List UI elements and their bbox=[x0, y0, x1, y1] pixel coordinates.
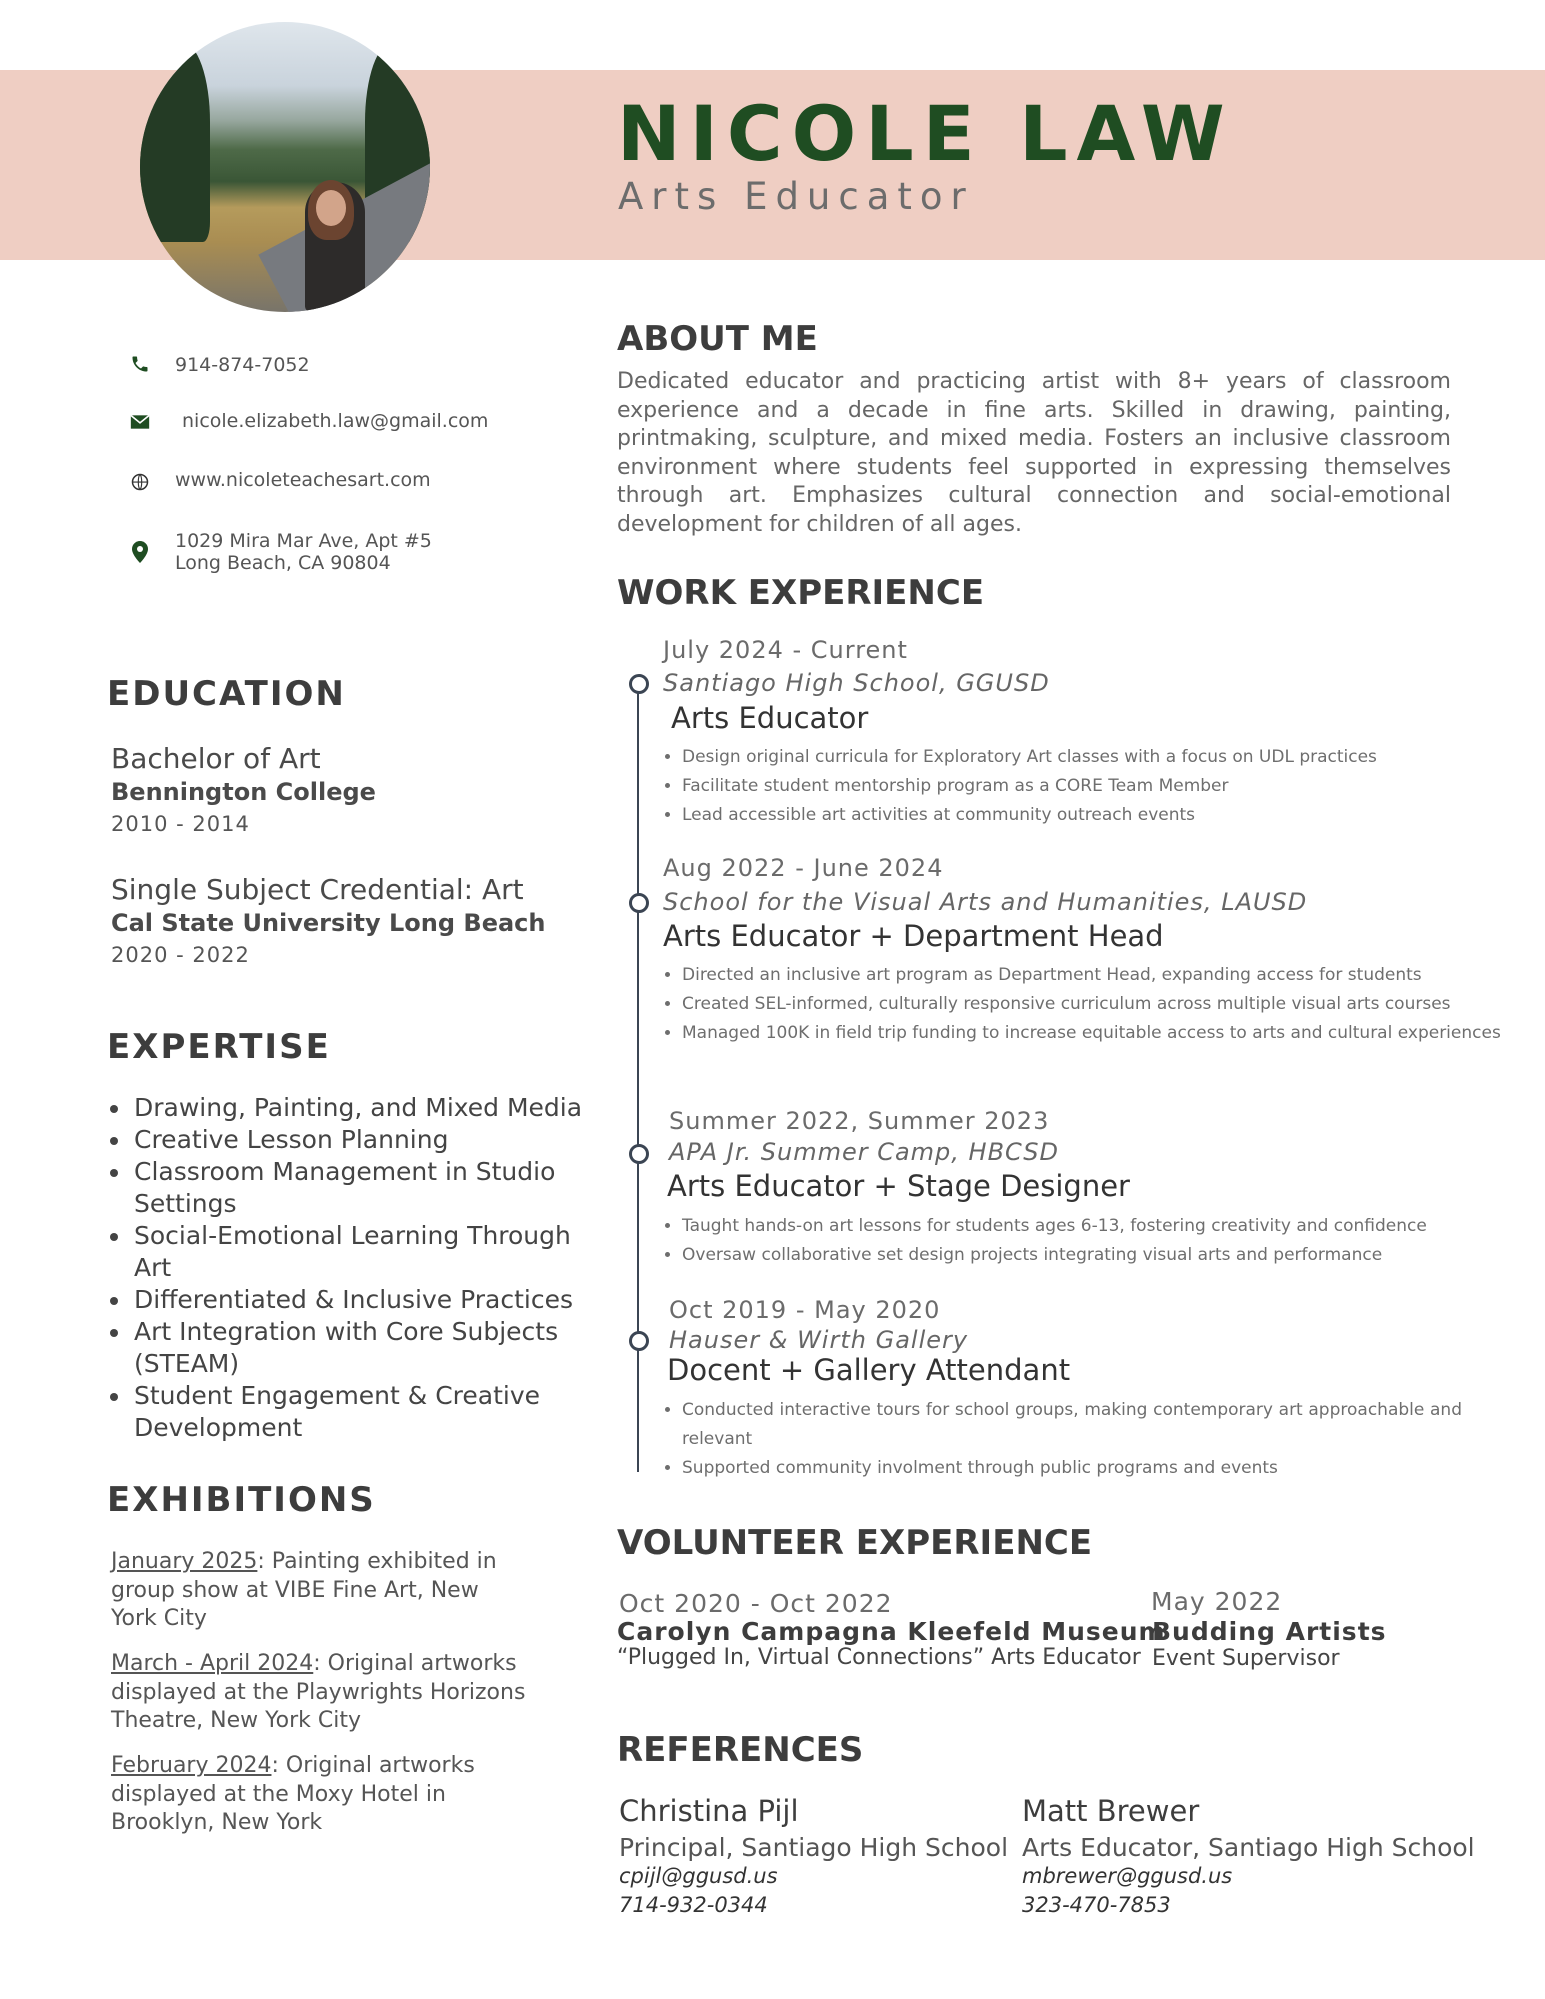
timeline-dot bbox=[629, 893, 649, 913]
reference-phone[interactable]: 323-470-7853 bbox=[1022, 1893, 1171, 1917]
profile-photo bbox=[140, 22, 430, 312]
expertise-item: • Student Engagement & Creative Development bbox=[132, 1380, 612, 1444]
exhibition-text: : Painting exhibited in group show at VIBE Fine Art, New York City bbox=[111, 1549, 497, 1631]
exhibition-text: : Original artworks displayed at the Moxy Hotel in Brooklyn, New York bbox=[111, 1753, 475, 1835]
education-degree: Single Subject Credential: Art bbox=[111, 873, 524, 906]
job-date: July 2024 - Current bbox=[663, 636, 908, 664]
job-role: Arts Educator bbox=[671, 701, 869, 735]
job-bullet: • Design original curricula for Exploratory Art classes with a focus on UDL practices bbox=[682, 743, 1506, 772]
reference-title: Arts Educator, Santiago High School bbox=[1022, 1833, 1475, 1862]
email-link[interactable]: nicole.elizabeth.law@gmail.com bbox=[182, 410, 489, 432]
expertise-item: • Differentiated & Inclusive Practices bbox=[132, 1284, 612, 1316]
exhibition-date: February 2024 bbox=[111, 1753, 272, 1778]
resume-title: Arts Educator bbox=[618, 175, 974, 218]
job-bullets bbox=[664, 1212, 1506, 1270]
location-pin-icon bbox=[130, 542, 150, 562]
globe-icon bbox=[130, 472, 150, 492]
job-bullet: • Conducted interactive tours for school groups, making contemporary art approachable and relevant bbox=[682, 1396, 1462, 1454]
job-org: Hauser & Wirth Gallery bbox=[669, 1326, 969, 1354]
expertise-item: • Social-Emotional Learning Through Art bbox=[132, 1220, 612, 1284]
reference-name: Christina Pijl bbox=[619, 1794, 799, 1828]
job-bullets bbox=[664, 1396, 1462, 1483]
address-line-1: 1029 Mira Mar Ave, Apt #5 bbox=[175, 530, 432, 552]
job-date: Summer 2022, Summer 2023 bbox=[669, 1107, 1050, 1135]
job-bullet: • Facilitate student mentorship program as a CORE Team Member bbox=[682, 772, 1506, 801]
resume-name: NICOLE LAW bbox=[617, 89, 1234, 178]
phone-number[interactable]: 914-874-7052 bbox=[175, 354, 310, 376]
exhibition-item bbox=[111, 1752, 531, 1838]
exhibition-text: : Original artworks displayed at the Playwrights Horizons Theatre, New York City bbox=[111, 1651, 526, 1733]
job-bullet: • Oversaw collaborative set design projects integrating visual arts and performance bbox=[682, 1241, 1506, 1270]
expertise-item: • Creative Lesson Planning bbox=[132, 1124, 612, 1156]
exhibitions-heading: EXHIBITIONS bbox=[107, 1480, 376, 1520]
education-heading: EDUCATION bbox=[107, 674, 346, 714]
job-role: Docent + Gallery Attendant bbox=[667, 1353, 1071, 1387]
exhibition-date: March - April 2024 bbox=[111, 1651, 314, 1676]
website-link[interactable]: www.nicoleteachesart.com bbox=[175, 469, 431, 491]
job-date: Oct 2019 - May 2020 bbox=[669, 1296, 941, 1324]
photo-tree-left bbox=[140, 42, 210, 242]
reference-title: Principal, Santiago High School bbox=[619, 1833, 1009, 1862]
job-org: School for the Visual Arts and Humanities, LAUSD bbox=[663, 888, 1308, 916]
education-degree: Bachelor of Art bbox=[111, 742, 321, 775]
about-heading: ABOUT ME bbox=[617, 319, 818, 359]
volunteer-org: Carolyn Campagna Kleefeld Museum bbox=[617, 1617, 1166, 1646]
expertise-list bbox=[104, 1092, 612, 1444]
mail-icon bbox=[130, 412, 150, 432]
volunteer-date: Oct 2020 - Oct 2022 bbox=[619, 1589, 893, 1618]
exhibition-item bbox=[111, 1548, 531, 1634]
volunteer-date: May 2022 bbox=[1151, 1587, 1283, 1616]
volunteer-heading: VOLUNTEER EXPERIENCE bbox=[617, 1523, 1093, 1563]
timeline-dot bbox=[629, 674, 649, 694]
job-org: Santiago High School, GGUSD bbox=[663, 669, 1050, 697]
reference-email[interactable]: mbrewer@ggusd.us bbox=[1022, 1864, 1233, 1888]
references-heading: REFERENCES bbox=[617, 1730, 864, 1770]
job-bullet: • Supported community involment through public programs and events bbox=[682, 1454, 1462, 1483]
reference-phone[interactable]: 714-932-0344 bbox=[619, 1893, 768, 1917]
phone-icon bbox=[130, 354, 150, 374]
volunteer-role: “Plugged In, Virtual Connections” Arts Educator bbox=[617, 1645, 1141, 1670]
job-bullets bbox=[664, 743, 1506, 830]
job-role: Arts Educator + Department Head bbox=[663, 919, 1164, 953]
expertise-heading: EXPERTISE bbox=[107, 1027, 331, 1067]
expertise-item: • Drawing, Painting, and Mixed Media bbox=[132, 1092, 612, 1124]
education-years: 2020 - 2022 bbox=[111, 943, 250, 967]
exhibition-item bbox=[111, 1650, 531, 1736]
education-years: 2010 - 2014 bbox=[111, 812, 250, 836]
volunteer-org: Budding Artists bbox=[1152, 1617, 1387, 1646]
photo-face bbox=[316, 190, 346, 226]
expertise-item: • Classroom Management in Studio Settings bbox=[132, 1156, 612, 1220]
job-bullet: • Lead accessible art activities at community outreach events bbox=[682, 801, 1506, 830]
work-heading: WORK EXPERIENCE bbox=[617, 573, 985, 613]
education-school: Bennington College bbox=[111, 778, 376, 806]
job-role: Arts Educator + Stage Designer bbox=[667, 1169, 1130, 1203]
education-school: Cal State University Long Beach bbox=[111, 909, 546, 937]
reference-name: Matt Brewer bbox=[1022, 1794, 1200, 1828]
reference-email[interactable]: cpijl@ggusd.us bbox=[619, 1864, 778, 1888]
job-date: Aug 2022 - June 2024 bbox=[663, 854, 944, 882]
job-bullets bbox=[664, 961, 1506, 1048]
timeline-dot bbox=[629, 1144, 649, 1164]
job-bullet: • Directed an inclusive art program as Department Head, expanding access for students bbox=[682, 961, 1506, 990]
job-bullet: • Managed 100K in field trip funding to increase equitable access to arts and cultural experiences bbox=[682, 1019, 1506, 1048]
timeline-dot bbox=[629, 1331, 649, 1351]
expertise-item: • Art Integration with Core Subjects (STEAM) bbox=[132, 1316, 612, 1380]
work-timeline bbox=[637, 682, 639, 1472]
job-bullet: • Taught hands-on art lessons for students ages 6-13, fostering creativity and confidence bbox=[682, 1212, 1506, 1241]
exhibition-date: January 2025 bbox=[111, 1549, 258, 1574]
job-bullet: • Created SEL-informed, culturally responsive curriculum across multiple visual arts courses bbox=[682, 990, 1506, 1019]
job-org: APA Jr. Summer Camp, HBCSD bbox=[669, 1138, 1059, 1166]
volunteer-role: Event Supervisor bbox=[1152, 1646, 1340, 1671]
about-text: Dedicated educator and practicing artist with 8+ years of classroom experience and a decade in fine arts. Skilled in drawing, painting, printmaking, sculpture, and mixed media. Fosters an inclusive classroom environment where students feel supported in expressing themselves through art. Emphasizes cultural connection and social-emotional development for children of all ages. bbox=[617, 369, 1451, 537]
address-line-2: Long Beach, CA 90804 bbox=[175, 552, 391, 574]
